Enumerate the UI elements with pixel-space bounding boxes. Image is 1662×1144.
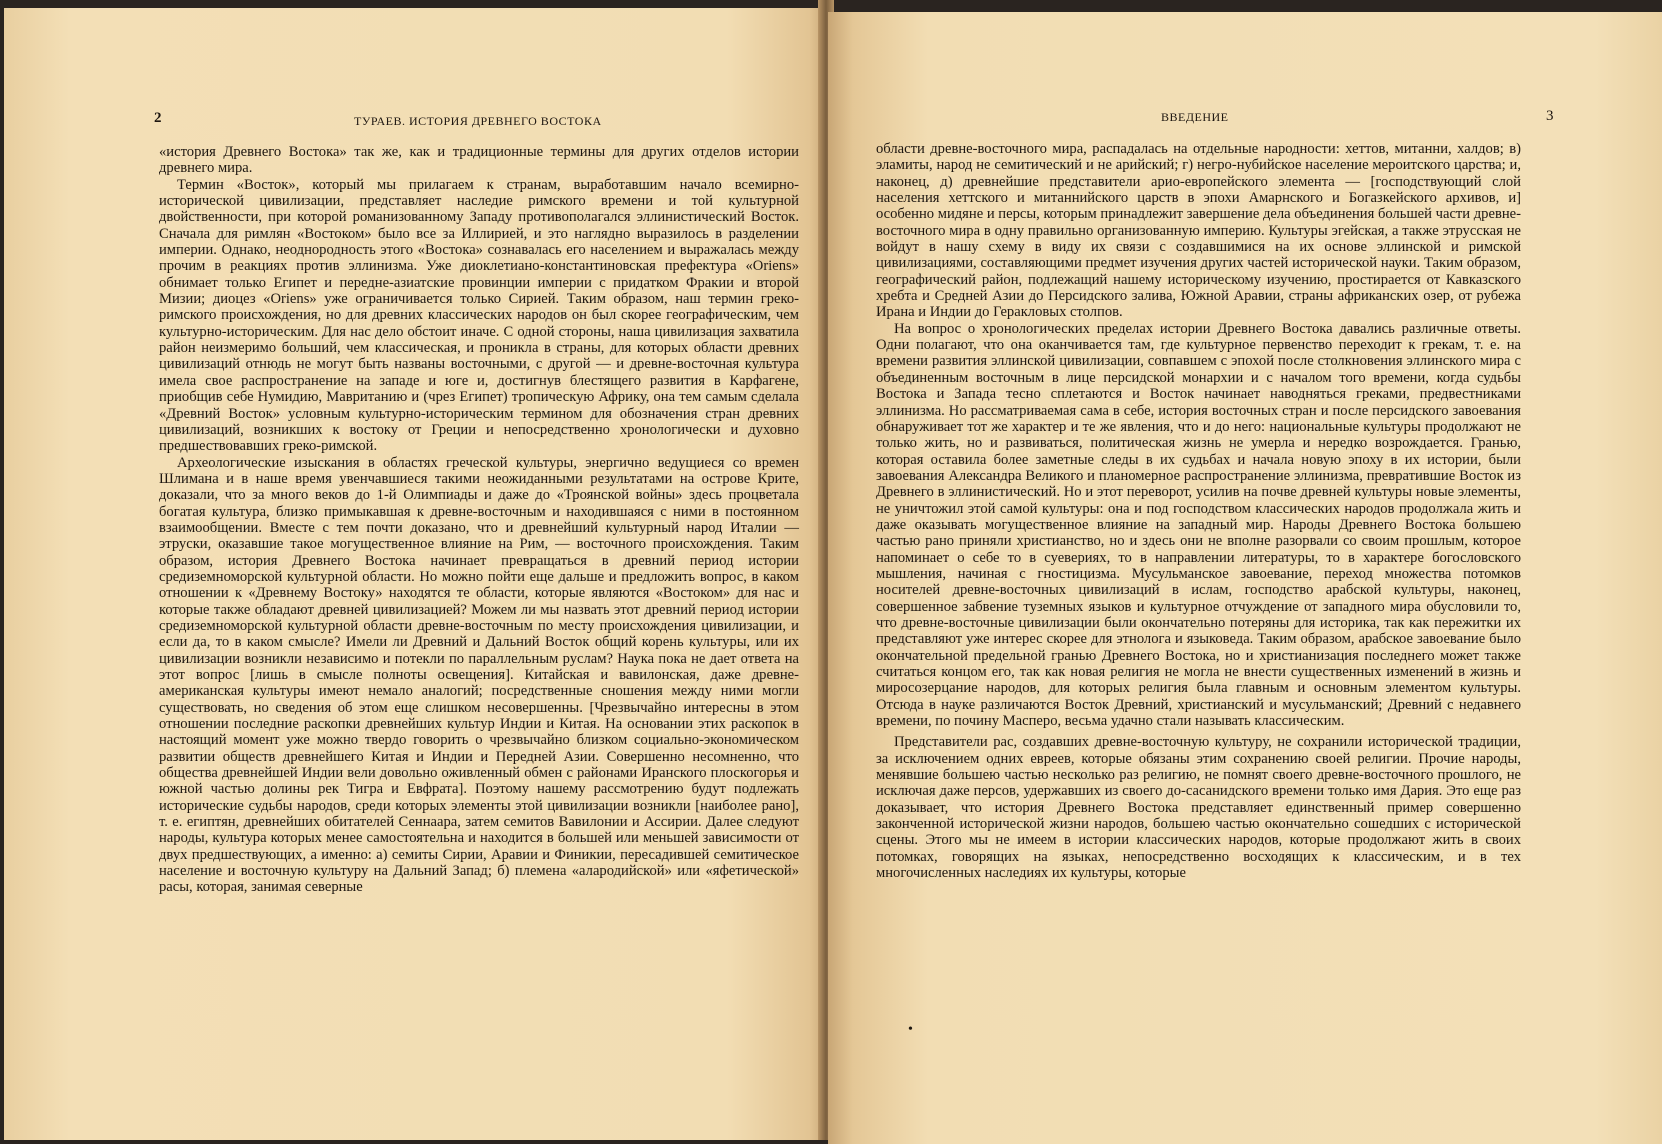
ink-dot: • bbox=[908, 1022, 913, 1037]
running-head: ТУРАЕВ. ИСТОРИЯ ДРЕВНЕГО ВОСТОКА bbox=[354, 114, 602, 128]
running-head: ВВЕДЕНИЕ bbox=[1161, 110, 1229, 124]
body-text bbox=[876, 141, 1521, 881]
left-page bbox=[4, 8, 826, 1140]
paragraph: Представители рас, создавших древне-восточную культуру, не сохранили исторической традиции, за исключением одних евреев, которые обязаны этим сохранению своей религии. Прочие народы, менявшие большею частью несколько раз религию, не помнят своего древне-восточного прошлого, не исключая даже персов, удержавших из своего до-сасанидского времени только имя Дария. Это еще раз доказывает, что история Древнего Востока представляет единственный пример совершенно законченной исторической жизни народов, большею частью окончательно сошедших с исторической сцены. Этого мы не имеем в истории классических народов, которые продолжают жить в своих потомках, говорящих на языках, непосредственно восходящих к классическим, и в тех многочисленных наследиях их культуры, которые bbox=[876, 734, 1521, 882]
paragraph: области древне-восточного мира, распадалась на отдельные народности: хеттов, митанни, халдов; в) эламиты, народ не семитический и не арийский; г) негро-нубийское население мероитского царства; и, наконец, д) древнейшие представители арио-европейского элемента — [господствующий слой населения хеттского и митаннийского царств в эпохи Амарнского и Богазкейского архивов, и] особенно мидяне и персы, которым принадлежит завершение дела объединения большей части древне-восточного мира в одну правильно организованную империю. Культуры эгейская, а также этрусская не войдут в нашу схему в виду их связи с создавшимися на их основе эллинской и римской цивилизациями, составляющими предмет изучения других частей исторической науки. Таким образом, географический район, подлежащий нашему историческому изучению, простирается от Кавказского хребта и Средней Азии до Персидского залива, Южной Аравии, страны африканских озер, от рубежа Ирана и Индии до Геракловых столпов. bbox=[876, 141, 1521, 321]
page-number: 3 bbox=[1546, 108, 1554, 124]
body-text bbox=[159, 144, 799, 896]
paragraph: Археологические изыскания в областях греческой культуры, энергично ведущиеся со времен Шлимана и в наше время увенчавшиеся такими неожиданными результатами на острове Крите, доказали, что за много веков до 1-й Олимпиады и даже до «Троянской войны» здесь процветала богатая культура, близко примыкавшая к древне-восточным и находившаяся с ними в постоянном взаимообщении. Вместе с тем почти доказано, что и древнейший культурный народ Италии — этруски, оказавшие такое могущественное влияние на Рим, — восточного происхождения. Таким образом, история Древнего Востока начинает превращаться в древний период истории средиземноморской культурной области. Но можно пойти еще дальше и предложить вопрос, в каком отношении к «Древнему Востоку» находятся те области, которые являются «Востоком» для нас и которые также обладают древней цивилизацией? Можем ли мы назвать этот древний период истории средиземноморской культурной области древне-восточным по месту происхождения цивилизации, и если да, то в каком смысле? Имели ли Древний и Дальний Восток общий корень культуры, или их цивилизации возникли независимо и потекли по параллельным руслам? Наука пока не дает ответа на этот вопрос [лишь в смысле полноты освещения]. Китайская и вавилонская, даже древне-американская культуры имеют немало аналогий; посредственные сношения между ними могли существовать, но сведения об этом еще слишком несовершенны. [Чрезвычайно интересны в этом отношении последние раскопки древнейших культур Индии и Китая. На основании этих раскопок в настоящий момент уже можно твердо говорить о чрезвычайно близком социально-экономическом развитии обществ древнейшего Китая и Индии и Передней Азии. Совершенно несомненно, что общества древнейшей Индии вели довольно оживленный обмен с районами Иранского плоскогорья и южной частью долины рек Тигра и Евфрата]. Поэтому нашему рассмотрению будут подлежать исторические судьбы народов, среди которых элементы этой цивилизации возникли [наиболее рано], т. е. египтян, древнейших обитателей Сеннаара, затем семитов Вавилонии и Ассирии. Далее следуют народы, культура которых менее самостоятельна и находится в большей или меньшей зависимости от двух предшествующих, а именно: а) семиты Сирии, Аравии и Финикии, пересадившей семитическое население и восточную культуру на Дальний Запад; б) племена «алародийской» или «яфетической» расы, которая, занимая северные bbox=[159, 454, 799, 896]
paragraph: Термин «Восток», который мы прилагаем к странам, выработавшим начало всемирно-исторической цивилизации, представляет наследие римского времени и той культурной двойственности, при которой романизованному Западу противополагался эллинистический Восток. Сначала для римлян «Востоком» было все за Иллирией, и это наглядно выразилось в разделении империи. Однако, неоднородность этого «Востока» сознавалась его населением и выражалась между прочим в реакциях против эллинизма. Уже диоклетиано-константиновская префектура «Oriens» обнимает только Египет и передне-азиатские провинции империи с придатком Фракии и второй Мизии; диоцез «Oriens» уже ограничивается только Сирией. Таким образом, наш термин греко-римского происхождения, но для древних классических народов он был скорее географическим, чем культурно-историческим. Для нас дело обстоит иначе. С одной стороны, наша цивилизация захватила район неизмеримо больший, чем классическая, и проникла в страны, для которых области древних цивилизаций отнюдь не могут быть названы восточными, с другой — и древне-восточная культура имела свое распространение на западе и юге и, достигнув блестящего развития в Карфагене, приобщив себе Нумидию, Мавританию и (чрез Египет) тропическую Африку, она тем самым сделала «Древний Восток» условным культурно-историческим термином для обозначения стран древних цивилизаций, возникших к востоку от Греции и непосредственно хронологически и духовно предшествовавших греко-римской. bbox=[159, 176, 799, 455]
paragraph: «история Древнего Востока» так же, как и традиционные термины для других отделов истории древнего мира. bbox=[159, 144, 799, 177]
page-number: 2 bbox=[154, 110, 162, 126]
paragraph: На вопрос о хронологических пределах истории Древнего Востока давались различные ответы. Одни полагают, что она оканчивается там, где культурное первенство переходит к грекам, т. е. на времени развития эллинской цивилизации, совпавшем с эпохой после столкновения эллинского мира с объединенным восточным в лице персидской монархии и с началом того времени, когда судьбы Востока и Запада тесно сплетаются и Восток начинает наводняться греками, предвестниками эллинизма. Но рассматриваемая сама в себе, история восточных стран и после персидского завоевания обнаруживает тот же характер и те же явления, что и до него: национальные культуры продолжают не только жить, но и развиваться, политическая жизнь не умерла и нередко возрождается. Гранью, которая оставила более заметные следы в их судьбах и начала новую эпоху в их истории, были завоевания Александра Великого и планомерное распространение эллинизма, превратившие Восток из Древнего в эллинистический. Но и этот переворот, усилив на почве древней культуры новые элементы, не уничтожил этой самой культуры: она и под господством классических народов продолжала жить и даже оказывать могущественное влияние на западный мир. Народы Древнего Востока большею частью рано приняли христианство, но и здесь они не вполне разорвали со своим прошлым, которое напоминает о себе то в суевериях, то в направлении литературы, то в характере богословского мышления, начиная с гностицизма. Мусульманское завоевание, переход множества потомков носителей древне-восточных цивилизаций в ислам, господство арабской культуры, наконец, совершенное забвение туземных языков и культурное отчуждение от западного мира обусловили то, что древне-восточные цивилизации были окончательно потеряны для историка, так как пережитки их представляют уже интерес скорее для этнолога и языковеда. Таким образом, арабское завоевание было окончательной предельной гранью Древнего Востока, но и христианизация последнего может также считаться концом его, так как новая религия не могла не внести существенных изменений в жизнь и миросозерцание народов, для которых религия была главным и основным элементом культуры. Отсюда в науке различаются Восток Древний, христианский и мусульманский; Древний с недавнего времени, по почину Масперо, весьма удачно стали называть классическим. bbox=[876, 320, 1521, 730]
right-page bbox=[828, 12, 1662, 1144]
